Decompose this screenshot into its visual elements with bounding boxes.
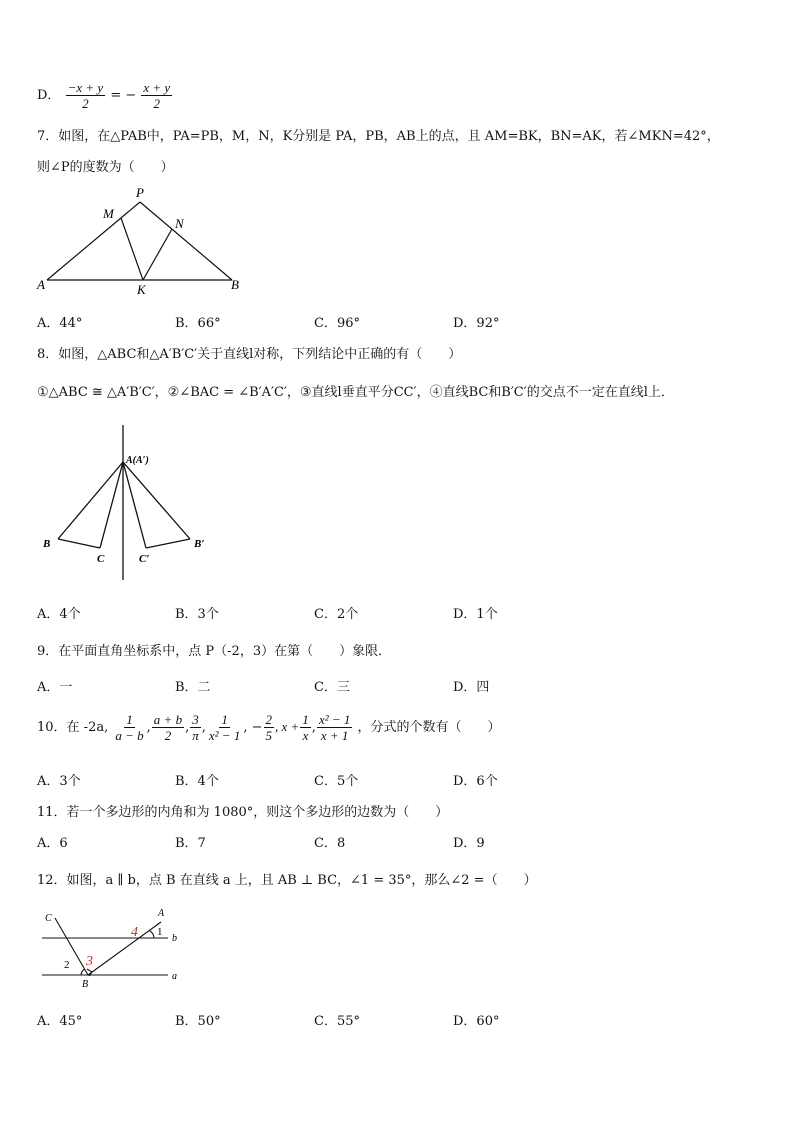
q10-fraction-1: $\frac{1}{a - b}$: [115, 712, 144, 743]
q11-option-b[interactable]: B．7: [175, 836, 206, 851]
q10-fraction-7: $\frac{\text{x² − 1}}{x + 1}$: [318, 712, 351, 743]
q12-label-b-point: B: [82, 979, 89, 990]
q8-label-c-prime: C′: [139, 553, 150, 565]
q6-equals: = −: [110, 88, 137, 103]
q9-option-c[interactable]: C．三: [314, 680, 350, 695]
q12-label-angle-4: 4: [131, 925, 138, 940]
q8-label-c: C: [97, 553, 105, 565]
q12-label-a-point: A: [158, 908, 165, 919]
q10-prefix: 10．在 -2a,: [37, 720, 109, 735]
q10-option-c[interactable]: C．5个: [314, 774, 359, 789]
q8-options: [37, 603, 597, 621]
q12-option-c[interactable]: C．55°: [314, 1014, 360, 1029]
q11-option-d[interactable]: D．9: [453, 836, 485, 851]
q10-fraction-5: $\frac{2}{5}$: [265, 712, 272, 743]
q12-options: [37, 1010, 597, 1028]
q8-option-a[interactable]: A．4个: [37, 607, 81, 622]
q10-option-b[interactable]: B．4个: [175, 774, 219, 789]
q6-option-d-label: D．: [37, 88, 61, 103]
q8-question-line1: 8．如图，△ABC和△A′B′C′关于直线l对称，下列结论中正确的有（ ）: [37, 347, 462, 362]
q12-parallel-lines-figure: [36, 905, 196, 990]
q8-label-a: A(A′): [126, 455, 149, 466]
q10-question: 10．在 -2a, $\frac{1}{a - b}$ , $\frac{a + b}{2}$ , $\frac{3}{\pi}$ , $\frac{1}{\text{x² − 1}}$ , − $\frac{2}{5}$ , x + $\frac{1}{x}$ , $\frac{\text{x² − 1}}{x + 1}$ ，分式的个数有（ ）: [37, 712, 501, 743]
q10-fraction-2: $\frac{a + b}{2}$: [153, 712, 183, 743]
q9-option-b[interactable]: B．二: [175, 680, 211, 695]
q10-fraction-4: $\frac{1}{\text{x² − 1}}$: [208, 712, 241, 743]
q7-option-d[interactable]: D．92°: [453, 316, 500, 331]
q10-option-d[interactable]: D．6个: [453, 774, 498, 789]
q12-option-a[interactable]: A．45°: [37, 1014, 83, 1029]
q9-options: [37, 676, 597, 694]
q7-options: [37, 312, 597, 330]
q11-question: 11．若一个多边形的内角和为 1080°，则这个多边形的边数为（ ）: [37, 805, 449, 820]
q10-fraction-3: $\frac{3}{\pi}$: [192, 712, 199, 743]
q8-question-line2: ①△ABC ≅ △A′B′C′，②∠BAC = ∠B′A′C′，③直线l垂直平分CC′，④直线BC和B′C′的交点不一定在直线l上．: [37, 385, 674, 400]
q10-option-a[interactable]: A．3个: [37, 774, 81, 789]
q12-option-d[interactable]: D．60°: [453, 1014, 500, 1029]
q7-label-k: K: [137, 282, 146, 297]
q7-question-line1: 7．如图，在△PAB中，PA=PB，M，N，K分别是 PA，PB，AB上的点，且 AM=BK，BN=AK，若∠MKN=42°，: [37, 129, 720, 144]
q11-option-a[interactable]: A．6: [37, 836, 68, 851]
q12-option-b[interactable]: B．50°: [175, 1014, 221, 1029]
q12-question: 12．如图，a ∥ b，点 B 在直线 a 上，且 AB ⊥ BC，∠1 = 35°，那么∠2 =（ ）: [37, 873, 537, 888]
q8-option-b[interactable]: B．3个: [175, 607, 219, 622]
q6-rhs-fraction: $\frac{x + y}{2}$: [143, 80, 171, 111]
q11-option-c[interactable]: C．8: [314, 836, 346, 851]
q12-label-angle-2: 2: [64, 959, 70, 971]
q11-options: [37, 832, 597, 850]
q10-fraction-6: $\frac{1}{x}$: [302, 712, 309, 743]
q6-option-d[interactable]: [37, 80, 173, 111]
q7-question-line2: 则∠P的度数为（ ）: [37, 160, 174, 175]
q7-option-b[interactable]: B．66°: [175, 316, 221, 331]
q9-option-a[interactable]: A．一: [37, 680, 73, 695]
q7-label-p: P: [136, 185, 144, 200]
q12-label-line-b: b: [172, 933, 177, 944]
q8-option-c[interactable]: C．2个: [314, 607, 359, 622]
q12-label-line-a: a: [172, 971, 177, 982]
q8-label-b-prime: B′: [194, 538, 205, 550]
q12-label-angle-1: 1: [157, 926, 163, 938]
q9-question: 9．在平面直角坐标系中，点 P（-2，3）在第（ ）象限．: [37, 644, 392, 659]
q7-option-a[interactable]: A．44°: [37, 316, 83, 331]
q7-option-c[interactable]: C．96°: [314, 316, 360, 331]
q8-symmetry-figure: [38, 422, 238, 587]
q7-label-b: B: [231, 277, 239, 292]
q7-label-a: A: [37, 277, 45, 292]
q6-lhs-fraction: $\frac{-x + y}{2}$: [67, 80, 104, 111]
q10-suffix: ，分式的个数有（ ）: [357, 720, 501, 735]
q7-label-n: N: [175, 216, 184, 231]
q8-option-d[interactable]: D．1个: [453, 607, 498, 622]
q7-triangle-figure: [35, 183, 255, 298]
q9-option-d[interactable]: D．四: [453, 680, 490, 695]
q12-label-c: C: [45, 913, 52, 924]
q10-options: [37, 770, 597, 788]
q12-label-angle-3: 3: [86, 954, 93, 969]
q7-label-m: M: [103, 206, 114, 221]
q8-label-b: B: [43, 538, 51, 550]
